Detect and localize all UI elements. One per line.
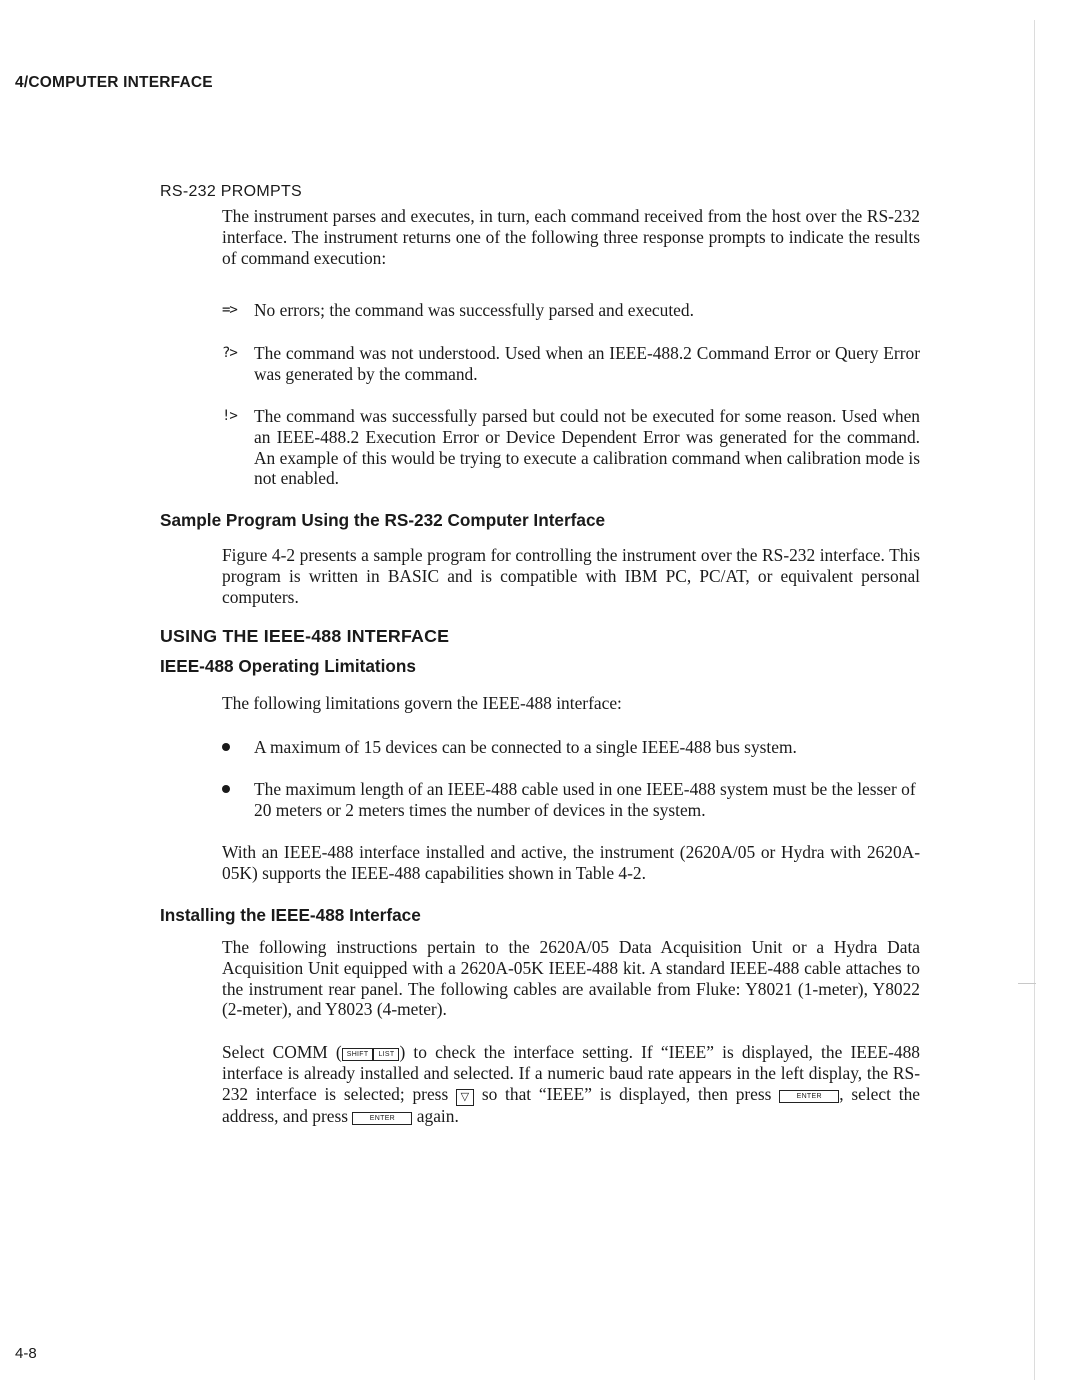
prompt-item-no-error bbox=[222, 300, 920, 321]
para2-text-5: again. bbox=[416, 1105, 459, 1126]
prompt-item-not-understood bbox=[222, 343, 920, 385]
para2-text-1: Select COMM ( bbox=[222, 1042, 342, 1062]
list-item bbox=[222, 779, 920, 821]
installing-para-1: The following instructions pertain to the 2620A/05 Data Acquisition Unit or a Hydra Data Acquisition Unit equipped with a 2620A-05K IEEE-488 kit. A standard IEEE-488 cable attaches to the instrument rear panel. The following cables are available from Fluke: Y8021 (1-meter), Y8022 (2-meter), and Y8023 (4-meter). bbox=[222, 937, 920, 1020]
bullet-icon bbox=[222, 785, 230, 793]
down-arrow-key-icon: ▽ bbox=[456, 1089, 474, 1106]
prompt-description: The command was not understood. Used when an IEEE-488.2 Command Error or Query Error was generated by the command. bbox=[254, 343, 920, 384]
list-item bbox=[222, 737, 920, 758]
para2-text-3: so that “IEEE” is displayed, then press bbox=[481, 1083, 772, 1104]
rs232-prompts-intro: The instrument parses and executes, in turn, each command received from the host over the RS-232 interface. The instrument returns one of the following three response prompts to indicate the results of command execution: bbox=[222, 206, 920, 268]
margin-tick bbox=[1018, 983, 1036, 984]
margin-rule bbox=[1034, 20, 1035, 1380]
rs232-prompts-heading: RS-232 PROMPTS bbox=[160, 183, 303, 200]
running-head: 4/COMPUTER INTERFACE bbox=[15, 74, 213, 91]
enter-key: ENTER bbox=[779, 1090, 839, 1103]
prompt-item-not-executed bbox=[222, 406, 920, 489]
bullet-text: A maximum of 15 devices can be connected to a single IEEE-488 bus system. bbox=[254, 737, 797, 757]
ieee488-capabilities-note: With an IEEE-488 interface installed and active, the instrument (2620A/05 or Hydra with 2620A-05K) supports the IEEE-488 capabilities shown in Table 4-2. bbox=[222, 842, 920, 883]
ieee488-limitations-intro: The following limitations govern the IEEE-488 interface: bbox=[222, 693, 622, 713]
ieee488-limitations-heading: IEEE-488 Operating Limitations bbox=[160, 656, 416, 676]
sample-program-heading: Sample Program Using the RS-232 Computer Interface bbox=[160, 510, 606, 530]
page-number: 4-8 bbox=[15, 1345, 37, 1362]
ieee488-major-heading: USING THE IEEE-488 INTERFACE bbox=[160, 626, 450, 646]
sample-program-body: Figure 4-2 presents a sample program for controlling the instrument over the RS-232 interface. This program is written in BASIC and is compatible with IBM PC, PC/AT, or equivalent personal computers. bbox=[222, 545, 920, 607]
shift-key: SHIFT bbox=[342, 1048, 374, 1061]
para2-text-2: ) to check the interface setting. If “IEEE” is displayed, the IEEE-488 interface is already installed and selected. If a numeric baud rate appears in the left display, the RS-232 interface is selected; press bbox=[222, 1042, 920, 1104]
enter-key: ENTER bbox=[352, 1112, 412, 1125]
prompt-symbol: !> bbox=[222, 408, 237, 424]
prompt-symbol: ?> bbox=[222, 345, 237, 361]
bullet-text: The maximum length of an IEEE-488 cable used in one IEEE-488 system must be the lesser of 20 meters or 2 meters times the number of devices in the system. bbox=[254, 779, 916, 820]
bullet-icon bbox=[222, 743, 230, 751]
list-key: LIST bbox=[373, 1048, 399, 1061]
para2-text-4: , select the address, and press bbox=[222, 1083, 920, 1126]
installing-heading: Installing the IEEE-488 Interface bbox=[160, 905, 421, 925]
installing-para-2 bbox=[222, 1042, 920, 1126]
prompt-symbol: => bbox=[222, 302, 237, 318]
prompt-description: The command was successfully parsed but could not be executed for some reason. Used when an IEEE-488.2 Execution Error or Device Dependent Error was generated for the command. An example of this would be trying to execute a calibration command when calibration mode is not enabled. bbox=[254, 406, 920, 489]
prompt-description: No errors; the command was successfully parsed and executed. bbox=[254, 300, 694, 320]
